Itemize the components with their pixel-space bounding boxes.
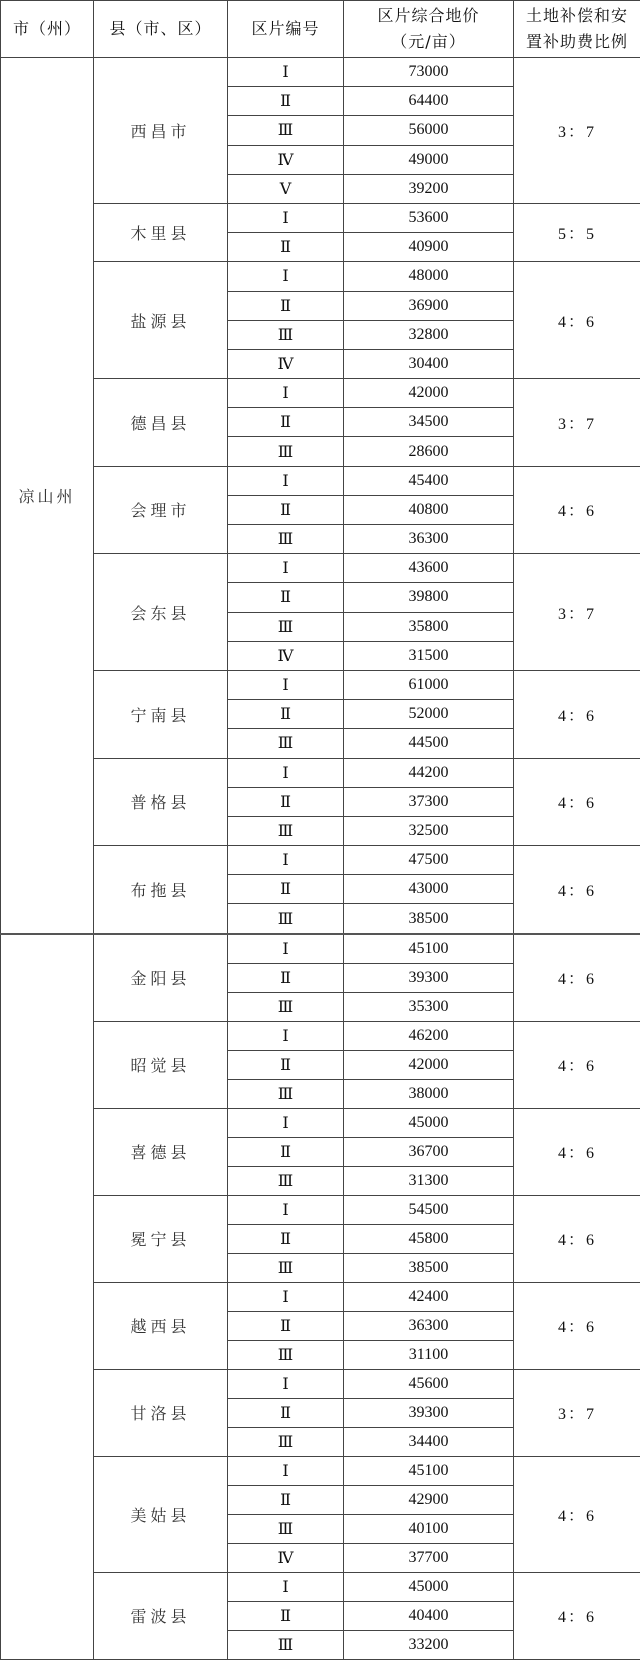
table-row: [1, 554, 640, 583]
county-cell: 美姑县: [94, 1456, 228, 1572]
price-cell: 39800: [344, 583, 514, 612]
zone-id-cell: Ⅱ: [228, 291, 344, 320]
header-city-label: 市（州）: [12, 19, 81, 38]
zone-id-cell: Ⅱ: [228, 1137, 344, 1166]
zone-id-cell: Ⅲ: [228, 1514, 344, 1543]
table-row: [1, 1572, 640, 1601]
price-cell: 36300: [344, 1311, 514, 1340]
price-cell: 45000: [344, 1108, 514, 1137]
zone-id-cell: Ⅲ: [228, 904, 344, 934]
ratio-cell: 3：7: [514, 554, 640, 671]
price-cell: 42000: [344, 1050, 514, 1079]
zone-id-cell: Ⅰ: [228, 554, 344, 583]
header-county: [94, 1, 228, 58]
ratio-cell: 4：6: [514, 1021, 640, 1108]
price-cell: 53600: [344, 203, 514, 232]
ratio-cell: 4：6: [514, 1572, 640, 1659]
price-cell: 44500: [344, 729, 514, 758]
city-cell: [1, 934, 94, 1660]
table-body: [1, 58, 640, 1660]
price-cell: 45400: [344, 466, 514, 495]
table-row: [1, 1021, 640, 1050]
zone-id-cell: Ⅱ: [228, 963, 344, 992]
table-row: [1, 670, 640, 699]
ratio-cell: 4：6: [514, 670, 640, 758]
zone-id-cell: Ⅱ: [228, 1050, 344, 1079]
zone-id-cell: Ⅲ: [228, 816, 344, 845]
table-row: [1, 58, 640, 87]
price-cell: 39300: [344, 963, 514, 992]
price-cell: 40400: [344, 1601, 514, 1630]
price-cell: 31500: [344, 641, 514, 670]
ratio-cell: 3：7: [514, 379, 640, 467]
zone-id-cell: Ⅰ: [228, 1572, 344, 1601]
table-row: [1, 379, 640, 408]
zone-id-cell: Ⅲ: [228, 1340, 344, 1369]
price-cell: 42900: [344, 1485, 514, 1514]
zone-id-cell: Ⅱ: [228, 233, 344, 262]
county-cell: 越西县: [94, 1282, 228, 1369]
zone-id-cell: Ⅰ: [228, 466, 344, 495]
price-cell: 64400: [344, 87, 514, 116]
price-cell: 45100: [344, 1456, 514, 1485]
price-cell: 38500: [344, 1253, 514, 1282]
price-cell: 36900: [344, 291, 514, 320]
header-ratio-line1: 土地补偿和安: [525, 6, 628, 25]
price-cell: 42400: [344, 1282, 514, 1311]
ratio-cell: 4：6: [514, 1108, 640, 1195]
zone-id-cell: Ⅰ: [228, 670, 344, 699]
zone-id-cell: Ⅳ: [228, 349, 344, 378]
zone-id-cell: Ⅳ: [228, 145, 344, 174]
price-cell: 38000: [344, 1079, 514, 1108]
price-cell: 54500: [344, 1195, 514, 1224]
zone-id-cell: Ⅱ: [228, 583, 344, 612]
table-row: [1, 262, 640, 291]
county-cell: 昭觉县: [94, 1021, 228, 1108]
zone-id-cell: Ⅲ: [228, 729, 344, 758]
zone-id-cell: Ⅰ: [228, 58, 344, 87]
ratio-cell: 4：6: [514, 466, 640, 554]
ratio-cell: 4：6: [514, 1195, 640, 1282]
zone-id-cell: Ⅱ: [228, 87, 344, 116]
zone-id-cell: Ⅱ: [228, 1485, 344, 1514]
table-row: [1, 1108, 640, 1137]
zone-id-cell: Ⅱ: [228, 700, 344, 729]
table-header: [1, 1, 640, 58]
zone-id-cell: Ⅳ: [228, 641, 344, 670]
table-row: [1, 934, 640, 964]
price-cell: 52000: [344, 700, 514, 729]
ratio-cell: 4：6: [514, 934, 640, 1022]
zone-id-cell: Ⅱ: [228, 1224, 344, 1253]
price-cell: 61000: [344, 670, 514, 699]
price-cell: 34500: [344, 408, 514, 437]
zone-id-cell: Ⅰ: [228, 846, 344, 875]
price-cell: 39300: [344, 1398, 514, 1427]
price-cell: 28600: [344, 437, 514, 466]
county-cell: 木里县: [94, 203, 228, 261]
price-cell: 33200: [344, 1630, 514, 1659]
zone-id-cell: Ⅰ: [228, 203, 344, 232]
county-cell: 会理市: [94, 466, 228, 554]
county-cell: 西昌市: [94, 58, 228, 204]
price-cell: 44200: [344, 758, 514, 787]
price-cell: 34400: [344, 1427, 514, 1456]
header-county-label: 县（市、区）: [109, 19, 212, 38]
zone-id-cell: Ⅱ: [228, 1398, 344, 1427]
county-cell: 盐源县: [94, 262, 228, 379]
zone-id-cell: Ⅰ: [228, 1021, 344, 1050]
table-row: [1, 203, 640, 232]
zone-id-cell: Ⅰ: [228, 1108, 344, 1137]
header-ratio-line2: 置补助费比例: [525, 32, 628, 51]
price-cell: 32800: [344, 320, 514, 349]
header-price-line1: 区片综合地价: [377, 6, 480, 25]
header-zone: [228, 1, 344, 58]
table-row: [1, 1195, 640, 1224]
zone-id-cell: Ⅴ: [228, 174, 344, 203]
zone-id-cell: Ⅰ: [228, 262, 344, 291]
zone-id-cell: Ⅱ: [228, 408, 344, 437]
price-cell: 47500: [344, 846, 514, 875]
zone-id-cell: Ⅰ: [228, 758, 344, 787]
price-cell: 36700: [344, 1137, 514, 1166]
zone-id-cell: Ⅱ: [228, 495, 344, 524]
ratio-cell: 5：5: [514, 203, 640, 261]
table-row: [1, 758, 640, 787]
price-cell: 43600: [344, 554, 514, 583]
zone-id-cell: Ⅱ: [228, 1311, 344, 1340]
price-cell: 40800: [344, 495, 514, 524]
zone-id-cell: Ⅰ: [228, 1369, 344, 1398]
price-cell: 37300: [344, 787, 514, 816]
zone-id-cell: Ⅰ: [228, 379, 344, 408]
price-cell: 48000: [344, 262, 514, 291]
zone-id-cell: Ⅲ: [228, 1253, 344, 1282]
zone-id-cell: Ⅳ: [228, 1543, 344, 1572]
price-cell: 46200: [344, 1021, 514, 1050]
county-cell: 会东县: [94, 554, 228, 671]
ratio-cell: 3：7: [514, 58, 640, 204]
price-cell: 43000: [344, 875, 514, 904]
zone-id-cell: Ⅲ: [228, 1427, 344, 1456]
price-cell: 35300: [344, 992, 514, 1021]
ratio-cell: 4：6: [514, 758, 640, 846]
ratio-cell: 3：7: [514, 1369, 640, 1456]
zone-id-cell: Ⅱ: [228, 1601, 344, 1630]
city-cell: 凉山州: [1, 58, 94, 934]
header-city: [1, 1, 94, 58]
county-cell: 喜德县: [94, 1108, 228, 1195]
ratio-cell: 4：6: [514, 1456, 640, 1572]
table-row: [1, 1369, 640, 1398]
table-row: [1, 1456, 640, 1485]
county-cell: 金阳县: [94, 934, 228, 1022]
header-ratio: [514, 1, 640, 58]
price-cell: 45000: [344, 1572, 514, 1601]
ratio-cell: 4：6: [514, 846, 640, 934]
price-cell: 73000: [344, 58, 514, 87]
zone-id-cell: Ⅰ: [228, 1456, 344, 1485]
price-cell: 31100: [344, 1340, 514, 1369]
table-row: [1, 1282, 640, 1311]
ratio-cell: 4：6: [514, 1282, 640, 1369]
zone-id-cell: Ⅲ: [228, 116, 344, 145]
price-cell: 30400: [344, 349, 514, 378]
price-cell: 56000: [344, 116, 514, 145]
county-cell: 冕宁县: [94, 1195, 228, 1282]
county-cell: 普格县: [94, 758, 228, 846]
zone-id-cell: Ⅰ: [228, 1282, 344, 1311]
header-price: [344, 1, 514, 58]
zone-id-cell: Ⅲ: [228, 525, 344, 554]
price-cell: 40100: [344, 1514, 514, 1543]
zone-id-cell: Ⅰ: [228, 1195, 344, 1224]
zone-id-cell: Ⅲ: [228, 992, 344, 1021]
zone-id-cell: Ⅱ: [228, 875, 344, 904]
zone-id-cell: Ⅲ: [228, 1166, 344, 1195]
price-cell: 38500: [344, 904, 514, 934]
price-cell: 42000: [344, 379, 514, 408]
table-row: [1, 466, 640, 495]
zone-id-cell: Ⅲ: [228, 320, 344, 349]
county-cell: 甘洛县: [94, 1369, 228, 1456]
price-cell: 37700: [344, 1543, 514, 1572]
price-cell: 40900: [344, 233, 514, 262]
price-cell: 39200: [344, 174, 514, 203]
zone-id-cell: Ⅲ: [228, 1079, 344, 1108]
price-cell: 32500: [344, 816, 514, 845]
zone-id-cell: Ⅱ: [228, 787, 344, 816]
county-cell: 雷波县: [94, 1572, 228, 1659]
zone-id-cell: Ⅲ: [228, 612, 344, 641]
zone-id-cell: Ⅰ: [228, 934, 344, 964]
price-cell: 49000: [344, 145, 514, 174]
header-zone-label: 区片编号: [251, 19, 320, 38]
county-cell: 德昌县: [94, 379, 228, 467]
price-cell: 31300: [344, 1166, 514, 1195]
header-price-line2: （元/亩）: [391, 32, 466, 51]
county-cell: 布拖县: [94, 846, 228, 934]
price-cell: 36300: [344, 525, 514, 554]
zone-id-cell: Ⅲ: [228, 437, 344, 466]
county-cell: 宁南县: [94, 670, 228, 758]
price-cell: 45100: [344, 934, 514, 964]
price-cell: 45600: [344, 1369, 514, 1398]
table-row: [1, 846, 640, 875]
zone-id-cell: Ⅲ: [228, 1630, 344, 1659]
price-cell: 45800: [344, 1224, 514, 1253]
price-cell: 35800: [344, 612, 514, 641]
ratio-cell: 4：6: [514, 262, 640, 379]
